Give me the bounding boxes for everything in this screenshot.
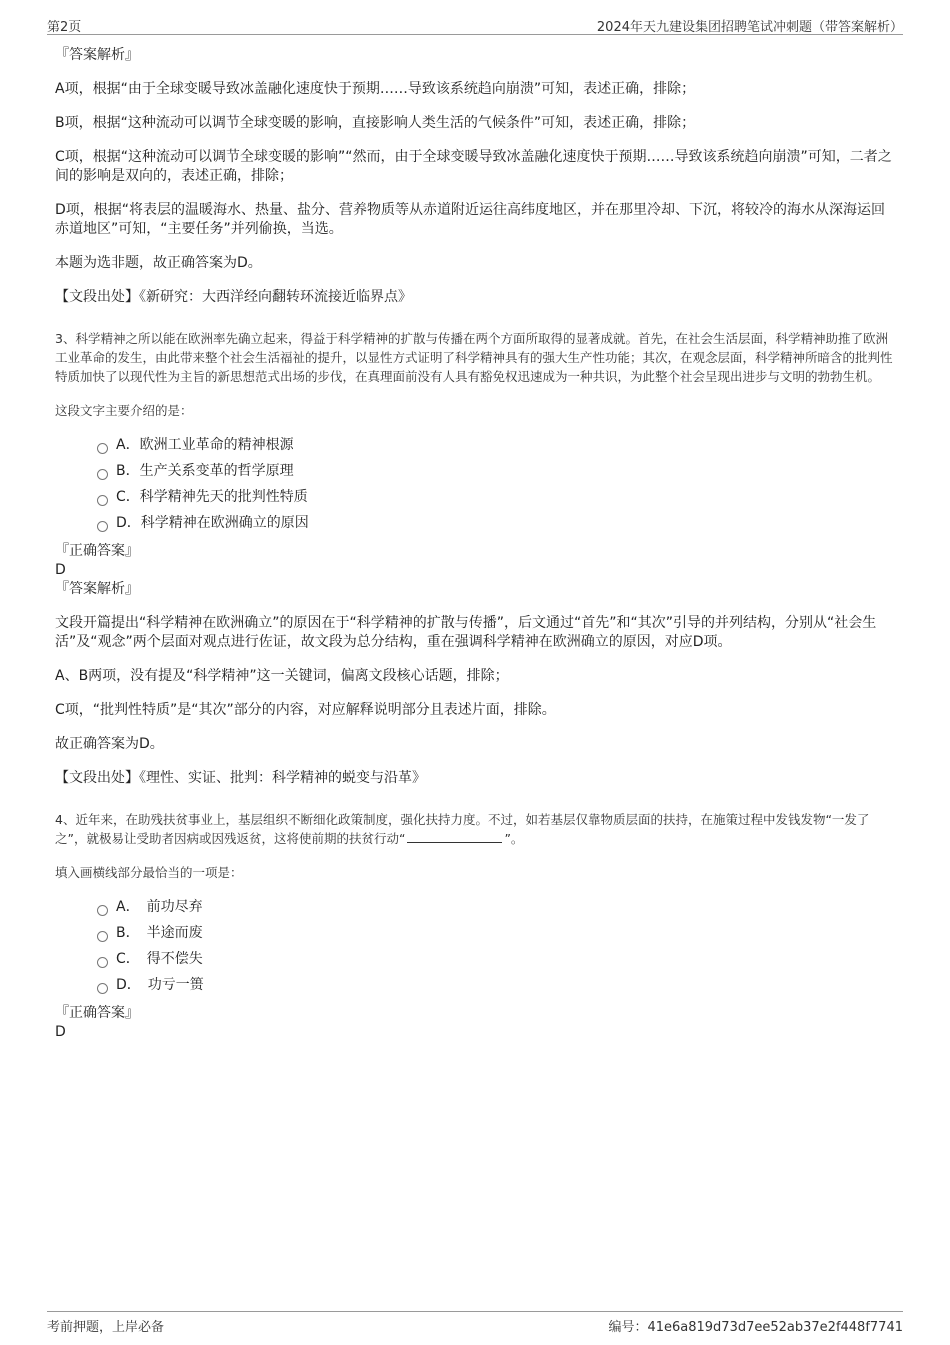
option-label: D． 功亏一篑 — [116, 977, 204, 993]
source-citation: 【文段出处】《理性、实证、批判：科学精神的蜕变与沿革》 — [55, 770, 426, 786]
option-label: C．科学精神先天的批判性特质 — [116, 489, 308, 505]
radio-icon[interactable] — [97, 495, 108, 506]
radio-icon[interactable] — [97, 469, 108, 480]
question-stem: 3、科学精神之所以能在欧洲率先确立起来，得益于科学精神的扩散与传播在两个方面所取得的显著成就。首先，在社会生活层面，科学精神助推了欧洲工业革命的发生，由此带来整个社会生活福祉的提升，以显性方式证明了科学精神具有的强大生产性功能；其次，在观念层面，科学精神所暗含的批判性特质加快了以现代性为主旨的新思想范式出场的步伐，在真理面前没有人具有豁免权迅速成为一种共识，为此整个社会呈现出进步与文明的勃勃生机。 — [55, 331, 893, 384]
source-citation: 【文段出处】《新研究：大西洋经向翻转环流接近临界点》 — [55, 289, 412, 305]
option-b[interactable] — [97, 920, 895, 946]
correct-answer: D — [55, 562, 66, 578]
footer-slogan: 考前押题，上岸必备 — [47, 1320, 165, 1335]
option-label: B．生产关系变革的哲学原理 — [116, 463, 294, 479]
analysis-option-c: C项，根据“这种流动可以调节全球变暖的影响”“然而，由于全球变暖导致冰盖融化速度快于预期……导致该系统趋向崩溃”可知，二者之间的影响是双向的，表述正确，排除； — [55, 149, 892, 184]
question-prompt: 这段文字主要介绍的是： — [55, 403, 193, 418]
option-c[interactable] — [97, 946, 895, 972]
option-list — [97, 432, 895, 536]
option-b[interactable] — [97, 458, 895, 484]
document-title: 2024年天九建设集团招聘笔试冲刺题（带答案解析） — [596, 20, 903, 35]
option-label: D．科学精神在欧洲确立的原因 — [116, 515, 309, 531]
analysis-option-b: B项，根据“这种流动可以调节全球变暖的影响，直接影响人类生活的气候条件”可知，表述正确，排除； — [55, 115, 696, 131]
correct-answer-label: 『正确答案』 — [55, 1005, 139, 1021]
option-a[interactable] — [97, 432, 895, 458]
analysis-option-a: A项，根据“由于全球变暖导致冰盖融化速度快于预期……导致该系统趋向崩溃”可知，表述正确，排除； — [55, 81, 696, 97]
analysis-label: 『答案解析』 — [55, 581, 139, 597]
correct-answer: D — [55, 1024, 66, 1040]
radio-icon[interactable] — [97, 521, 108, 532]
question-prompt: 填入画横线部分最恰当的一项是： — [55, 865, 243, 880]
radio-icon[interactable] — [97, 957, 108, 968]
question-stem: 4、近年来，在助残扶贫事业上，基层组织不断细化政策制度，强化扶持力度。不过，如若基层仅靠物质层面的扶持，在施策过程中发钱发物“一发了之”，就极易让受助者因病或因残返贫，这将使前期的扶贫行动“ ”。 — [55, 812, 870, 846]
analysis-conclusion: 本题为选非题，故正确答案为D。 — [55, 255, 262, 271]
correct-answer-label: 『正确答案』 — [55, 543, 139, 559]
radio-icon[interactable] — [97, 931, 108, 942]
option-label: A．欧洲工业革命的精神根源 — [116, 437, 294, 453]
page-header — [47, 14, 903, 35]
radio-icon[interactable] — [97, 905, 108, 916]
option-d[interactable] — [97, 972, 895, 998]
analysis-conclusion: 故正确答案为D。 — [55, 736, 164, 752]
analysis-text: C项，“批判性特质”是“其次”部分的内容，对应解释说明部分且表述片面，排除。 — [55, 702, 556, 718]
radio-icon[interactable] — [97, 443, 108, 454]
page-footer — [47, 1311, 903, 1335]
radio-icon[interactable] — [97, 983, 108, 994]
page-number: 第2页 — [47, 20, 82, 35]
option-label: C． 得不偿失 — [116, 951, 203, 967]
analysis-text: 文段开篇提出“科学精神在欧洲确立”的原因在于“科学精神的扩散与传播”，后文通过“首先”和“其次”引导的并列结构，分别从“社会生活”及“观念”两个层面对观点进行佐证，故文段为总分结构，重在强调科学精神在欧洲确立的原因，对应D项。 — [55, 615, 877, 650]
option-list — [97, 894, 895, 998]
option-d[interactable] — [97, 510, 895, 536]
analysis-label: 『答案解析』 — [55, 47, 139, 63]
option-label: B． 半途而废 — [116, 925, 203, 941]
option-a[interactable] — [97, 894, 895, 920]
page-content — [55, 46, 895, 1042]
option-c[interactable] — [97, 484, 895, 510]
option-label: A． 前功尽弃 — [116, 899, 203, 915]
document-code: 编号：41e6a819d73d7ee52ab37e2f448f7741 — [608, 1320, 903, 1335]
analysis-text: A、B两项，没有提及“科学精神”这一关键词，偏离文段核心话题，排除； — [55, 668, 509, 684]
fill-in-blank — [407, 830, 502, 843]
analysis-option-d: D项，根据“将表层的温暖海水、热量、盐分、营养物质等从赤道附近运往高纬度地区，并在那里冷却、下沉，将较冷的海水从深海运回赤道地区”可知，“主要任务”并列偷换，当选。 — [55, 202, 886, 237]
